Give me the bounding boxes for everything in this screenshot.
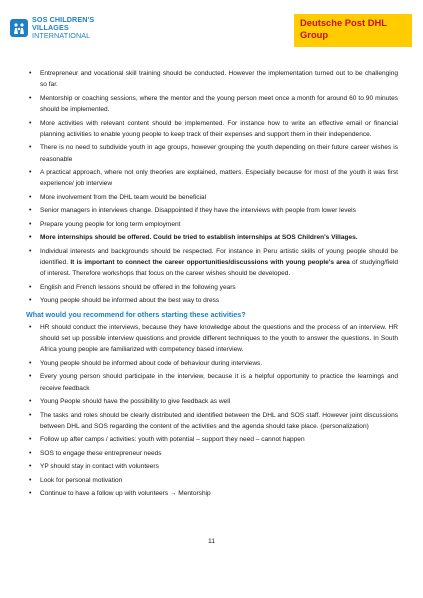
list-item: • Entrepreneur and vocational skill training should be conducted. However the implementation turned out to be challenging so far.	[26, 68, 398, 91]
arrow-right-icon: →	[169, 490, 177, 498]
list-item	[26, 488, 398, 499]
dhl-logo-line-1: Deutsche Post DHL	[300, 17, 387, 28]
list-item-bold-text: It is important to connect the career opportunities/discussions with young people's area	[70, 259, 350, 267]
list-item: • Senior managers in interviews change. Disappointed if they have the interviews with people from lower levels	[26, 205, 398, 216]
list-item: • Look for personal motivation	[26, 475, 398, 486]
list-item-text: Individual interests and backgrounds should be respected. For instance in Peru artistic skills of young people should be identified.	[40, 247, 398, 267]
list-item: • Mentorship or coaching sessions, where the mentor and the young person meet once a month for around 60 to 90 minutes should be implemented.	[26, 93, 398, 116]
advice-list	[26, 322, 398, 500]
list-item: • English and French lessons should be offered in the following years	[26, 282, 398, 293]
list-item: • SOS to engage these entrepreneur needs	[26, 448, 398, 459]
list-item: • HR should conduct the interviews, because they have knowledge about the questions and the process of an interview. HR should set up possible interview questions and provide different techniques to the youth to answer the questions. In South Africa young people are familiarized with competency based interview.	[26, 322, 398, 356]
section-heading: What would you recommend for others starting these activities?	[26, 309, 246, 319]
sos-childrens-villages-logo	[10, 16, 94, 40]
list-item: • More activities with relevant content should be implemented. For instance how to write an effective email or financial planning activities to enable young people to keep track of their expenses and support them in their independence.	[26, 118, 398, 141]
list-item: • A practical approach, where not only theories are explained, matters. Especially because for most of the youth it was first experience/ job interview	[26, 167, 398, 190]
recommendation-list	[26, 68, 398, 307]
list-item: • More involvement from the DHL team would be beneficial	[26, 192, 398, 203]
deutsche-post-dhl-logo	[294, 14, 412, 47]
list-item-text: Mentorship	[176, 490, 211, 498]
sos-logo-line-1: SOS CHILDREN'S	[32, 15, 95, 24]
list-item: • The tasks and roles should be clearly distributed and identified between the DHL and SOS staff. However joint discussions between DHL and SOS regarding the content of the activities and the agenda should take place. (personalization)	[26, 410, 398, 433]
sos-family-icon	[10, 19, 28, 37]
list-item: • More internships should be offered. Could be tried to establish internships at SOS Children's Villages.	[26, 232, 398, 243]
document-body	[26, 68, 398, 502]
list-item: • Every young person should participate in the interview, because it is a helpful opportunity to practice the learnings and receive feedback	[26, 371, 398, 394]
list-item-text: Continue to have a follow up with volunteers	[40, 490, 170, 498]
sos-logo-line-3: INTERNATIONAL	[32, 31, 91, 40]
dhl-logo-line-2: Group	[300, 29, 329, 40]
page-number: 11	[207, 538, 216, 545]
list-item: • Young People should have the possibility to give feedback as well	[26, 396, 398, 407]
list-item	[26, 246, 398, 280]
list-item: • Prepare young people for long term employment	[26, 219, 398, 230]
list-item: • Follow up after camps / activities: youth with potential – support they need – cannot happen	[26, 434, 398, 445]
list-item: • Young people should be informed about the best way to dress	[26, 295, 398, 306]
sos-logo-text	[32, 16, 94, 40]
list-item-text: of studying/field of interest. Therefore workshops that focus on the career wishes should be developed.	[40, 259, 398, 278]
sos-logo-line-2: VILLAGES	[32, 23, 69, 32]
list-item: • YP should stay in contact with volunteers	[26, 461, 398, 472]
list-item: • Young people should be informed about code of behaviour during interviews.	[26, 358, 398, 369]
page-header	[0, 0, 423, 62]
list-item: • There is no need to subdivide youth in age groups, however grouping the youth depending on their future career wishes is reasonable	[26, 142, 398, 165]
